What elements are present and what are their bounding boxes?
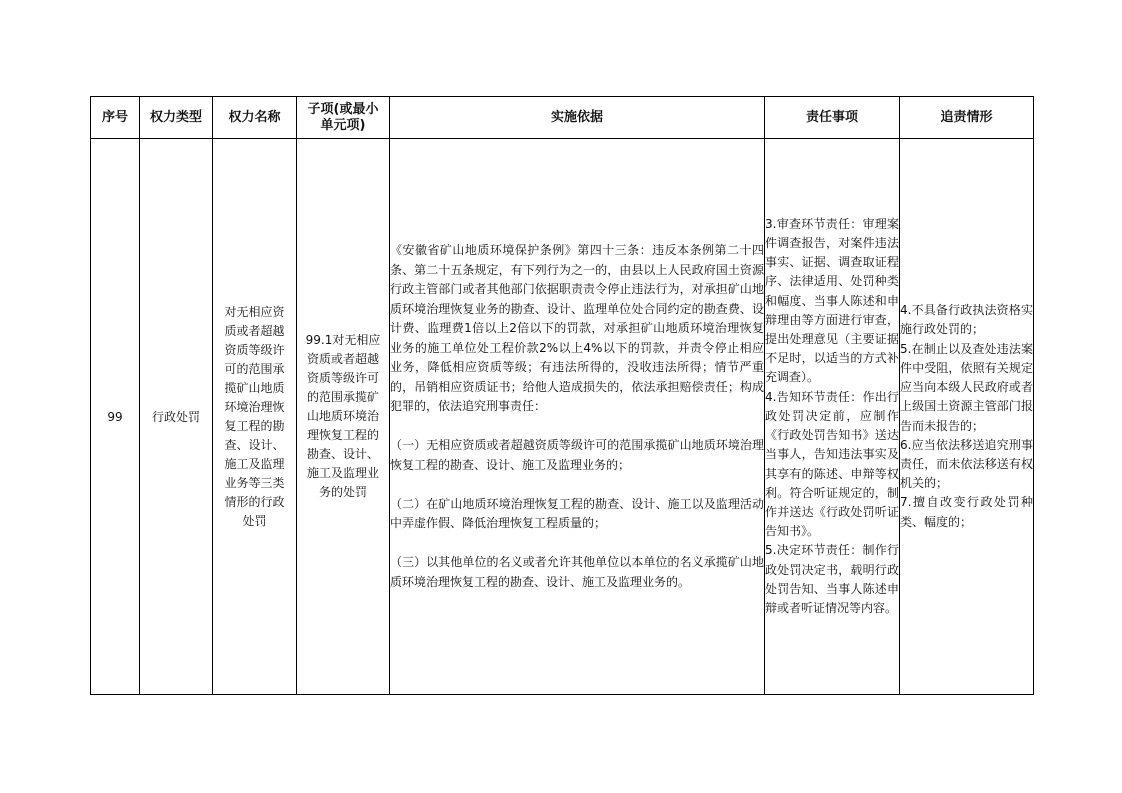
header-power-type: 权力类型 <box>140 97 213 139</box>
accountability-item: 4.不具备行政执法资格实施行政处罚的； <box>900 303 1033 337</box>
header-accountability: 追责情形 <box>900 97 1034 139</box>
accountability-item: 5.在制止以及查处违法案件中受阻，依照有关规定应当向本级人民政府或者上级国土资源主管部门报告而未报告的； <box>900 341 1033 433</box>
accountability-item: 7.擅自改变行政处罚种类、幅度的； <box>900 495 1033 529</box>
cell-seq: 99 <box>91 139 140 695</box>
header-power-name: 权力名称 <box>213 97 297 139</box>
header-sub-item: 子项(或最小单元项) <box>297 97 390 139</box>
basis-paragraph: （一）无相应资质或者超越资质等级许可的范围承揽矿山地质环境治理恢复工程的勘查、设计、施工及监理业务的； <box>390 438 764 472</box>
cell-accountability <box>900 139 1034 695</box>
cell-power-name: 对无相应资质或者超越资质等级许可的范围承揽矿山地质环境治理恢复工程的勘查、设计、施工及监理业务等三类情形的行政处罚 <box>213 139 297 695</box>
cell-power-type: 行政处罚 <box>140 139 213 695</box>
responsibility-item: 3.审查环节责任：审理案件调查报告，对案件违法事实、证据、调查取证程序、法律适用、处罚种类和幅度、当事人陈述和申辩理由等方面进行审查，提出处理意见（主要证据不足时，以适当的方式补充调查）。 <box>765 216 899 385</box>
accountability-item: 6.应当依法移送追究刑事责任，而未依法移送有权机关的； <box>900 437 1033 491</box>
responsibility-item: 4.告知环节责任：作出行政处罚决定前，应制作《行政处罚告知书》送达当事人，告知违法事实及其享有的陈述、申辩等权利。符合听证规定的，制作并送达《行政处罚听证告知书》。 <box>765 389 899 539</box>
header-responsibility: 责任事项 <box>765 97 900 139</box>
cell-sub-item: 99.1对无相应资质或者超越资质等级许可的范围承揽矿山地质环境治理恢复工程的勘查、设计、施工及监理业务的处罚 <box>297 139 390 695</box>
power-list-table <box>90 96 1034 695</box>
cell-basis <box>390 139 765 695</box>
table-row <box>91 139 1034 695</box>
table-header-row <box>91 97 1034 139</box>
basis-paragraph: （二）在矿山地质环境治理恢复工程的勘查、设计、施工以及监理活动中弄虚作假、降低治理恢复工程质量的； <box>390 496 764 530</box>
header-seq: 序号 <box>91 97 140 139</box>
responsibility-item: 5.决定环节责任：制作行政处罚决定书，载明行政处罚告知、当事人陈述申辩或者听证情况等内容。 <box>765 543 899 615</box>
basis-paragraph: （三）以其他单位的名义或者允许其他单位以本单位的名义承揽矿山地质环境治理恢复工程的勘查、设计、施工及监理业务的。 <box>390 555 764 589</box>
basis-paragraph: 《安徽省矿山地质环境保护条例》第四十三条：违反本条例第二十四条、第二十五条规定，有下列行为之一的，由县以上人民政府国土资源行政主管部门或者其他部门依据职责责令停止违法行为，对承担矿山地质环境治理恢复业务的勘查、设计、监理单位处合同约定的勘查费、设计费、监理费1倍以上2倍以下的罚款，对承担矿山地质环境治理恢复业务的施工单位处工程价款2%以上4%以下的罚款，并责令停止相应业务，降低相应资质等级；有违法所得的，没收违法所得；情节严重的，吊销相应资质证书；给他人造成损失的，依法承担赔偿责任；构成犯罪的，依法追究刑事责任： <box>390 243 764 413</box>
header-basis: 实施依据 <box>390 97 765 139</box>
cell-responsibility <box>765 139 900 695</box>
